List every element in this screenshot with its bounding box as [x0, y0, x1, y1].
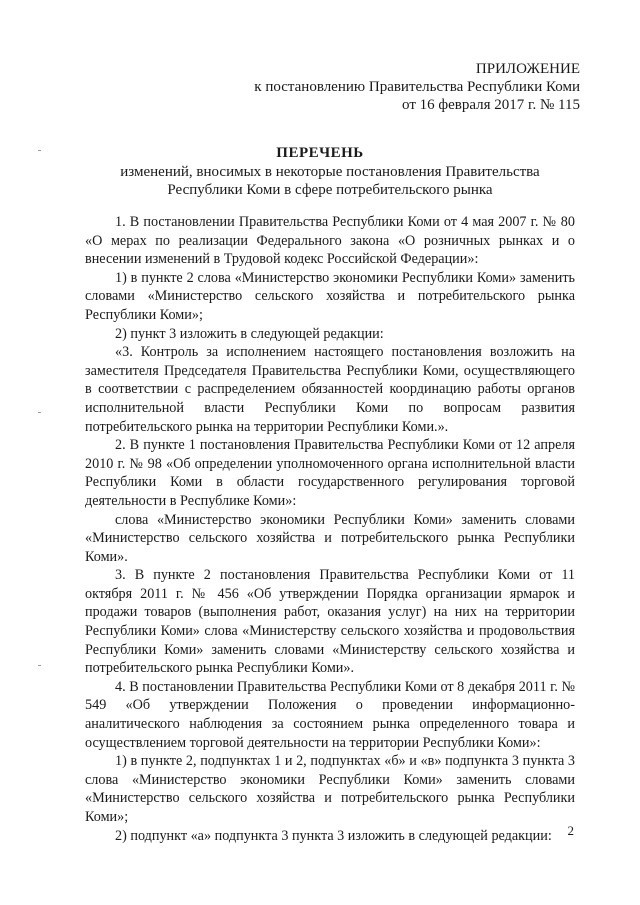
scan-mark	[38, 150, 41, 151]
paragraph-item-2-text: слова «Министерство экономики Республики Коми» заменить словами «Министерство сельского хозяйства и потребительского рынка Республики Коми».	[85, 511, 575, 565]
document-title: ПЕРЕЧЕНЬ	[276, 145, 364, 161]
paragraph-item-3: 3. В пункте 2 постановления Правительства Республики Коми от 11 октября 2011 г. № 456 «Об утверждении Порядка организации ярмарок и продажи товаров (выполнения работ, оказания услуг) на них на территории Республики Коми» слова «Министерству сельского хозяйства и продовольствия Республики Коми» заменить словами «Министерству сельского хозяйства и потребительского рынка Республики Коми».	[85, 567, 575, 677]
paragraph-item-4-2: 2) подпункт «а» подпункта 3 пункта 3 изложить в следующей редакции:	[115, 827, 552, 844]
paragraph-item-1-2: 2) пункт 3 изложить в следующей редакции:	[115, 325, 384, 342]
subtitle-line-2: Республики Коми в сфере потребительского рынка	[167, 182, 493, 198]
document-subtitle	[80, 163, 580, 199]
paragraph-item-1: 1. В постановлении Правительства Республики Коми от 4 мая 2007 г. № 80 «О мерах по реализации Федерального закона «О розничных рынках и о внесении изменений в Трудовой кодекс Российской Федерации»:	[85, 214, 575, 268]
appendix-date-number: от 16 февраля 2017 г. № 115	[402, 97, 580, 113]
subtitle-line-1: изменений, вносимых в некоторые постановления Правительства	[120, 164, 540, 180]
document-body	[85, 213, 575, 845]
appendix-label: ПРИЛОЖЕНИЕ	[475, 61, 580, 77]
paragraph-item-4: 4. В постановлении Правительства Республики Коми от 8 декабря 2011 г. № 549 «Об утверждении Положения о проведении информационно-аналитического наблюдения за состоянием рынка определенного товара и осуществлением торговой деятельности на территории Республики Коми»:	[85, 678, 575, 751]
page-number: 2	[567, 823, 574, 838]
scan-mark	[38, 665, 41, 666]
paragraph-item-4-1: 1) в пункте 2, подпунктах 1 и 2, подпунктах «б» и «в» подпункта 3 пункта 3 слова «Министерство экономики Республики Коми» заменить словами «Министерство сельского хозяйства и потребительского рынка Республики Коми»;	[85, 753, 575, 825]
paragraph-item-2: 2. В пункте 1 постановления Правительства Республики Коми от 12 апреля 2010 г. № 98 «Об определении уполномоченного органа исполнительной власти Республики Коми в области государственного регулирования торговой деятельности в Республике Коми»:	[85, 437, 575, 509]
paragraph-quoted-text: «3. Контроль за исполнением настоящего постановления возложить на заместителя Председателя Правительства Республики Коми, осуществляющего в соответствии с распределением обязанностей координацию работы органов исполнительной власти Республики Коми по вопросам развития потребительского рынка на территории Республики Коми.».	[85, 344, 575, 435]
paragraph-item-1-1: 1) в пункте 2 слова «Министерство экономики Республики Коми» заменить словами «Министерство сельского хозяйства и потребительского рынка Республики Коми»;	[85, 269, 575, 323]
scan-mark	[38, 412, 41, 413]
appendix-resolution-ref: к постановлению Правительства Республики Коми	[254, 79, 580, 95]
appendix-header	[220, 60, 580, 114]
